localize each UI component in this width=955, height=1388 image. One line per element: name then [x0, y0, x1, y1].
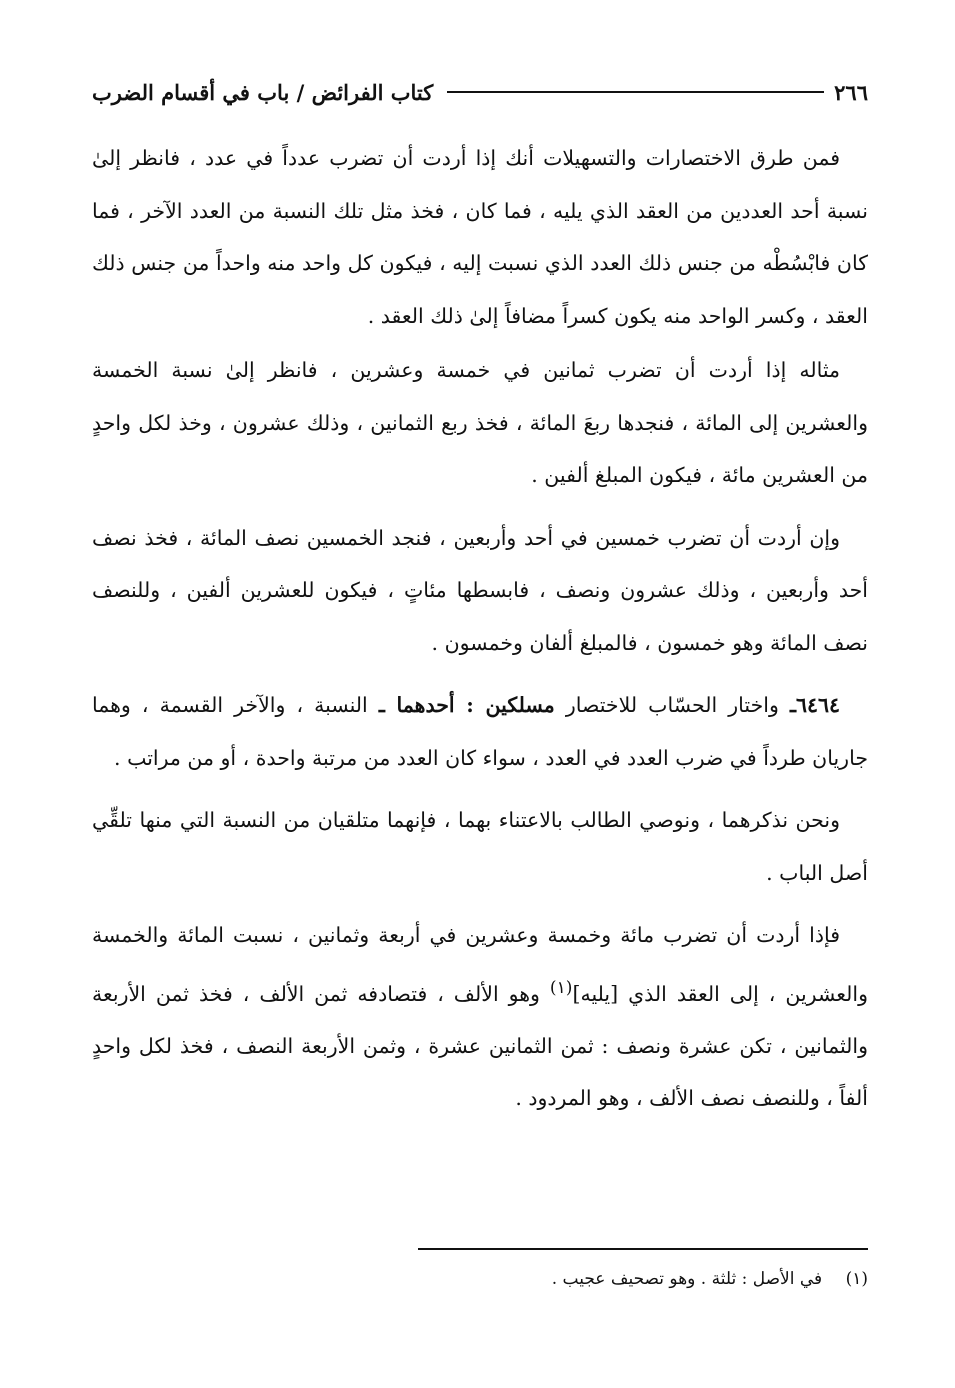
paragraph-6-text-a: فإذا أردت أن تضرب مائة وخمسة وعشرين في أربعة وثمانين ، نسبت المائة والخمسة والعشرين ، إلى العقد الذي [يليه] [92, 923, 868, 1006]
paragraph-4 [92, 679, 868, 784]
paragraph-4-text-b: النسبة ، والآخر القسمة ، وهما جاريان طرداً في ضرب العدد في العدد ، سواء كان العدد من مرتبة واحدة ، أو من مراتب . [92, 693, 868, 770]
paragraph-3-text: وإن أردت أن تضرب خمسين في أحد وأربعين ، فنجد الخمسين نصف المائة ، فخذ نصف أحد وأربعين ، وذلك عشرون ونصف ، فابسطها مئاتٍ ، فيكون للعشرين ألفين ، وللنصف نصف المائة وهو خمسون ، فالمبلغ ألفان وخمسون . [92, 525, 868, 655]
paragraph-6-text-b: وهو الألف ، فتصادفه ثمن الألف ، فخذ ثمن الأربعة والثمانين ، تكن عشرة ونصف : ثمن الثمانين عشرة ، وثمن الأربعة النصف ، فخذ لكل واحدٍ ألفاً ، وللنصف نصف الألف ، وهو المردود . [92, 981, 868, 1111]
main-text [92, 132, 868, 1125]
paragraph-1: فمن طرق الاختصارات والتسهيلات أنك إذا أردت أن تضرب عدداً في عدد ، فانظر إلىٰ نسبة أحد العددين من العقد الذي يليه ، فما كان ، فخذ مثل تلك النسبة من العدد الآخر ، فما كان فابْسُطْه من جنس ذلك العدد الذي نسبت إليه ، فيكون كل واحد منه واحداً من جنس ذلك العقد ، وكسر الواحد منه يكون كسراً مضافاً إلىٰ ذلك العقد . [92, 146, 868, 328]
running-title: كتاب الفرائض / باب في أقسام الضرب [92, 79, 434, 105]
book-page [92, 70, 868, 1289]
paragraph-3 [92, 512, 868, 670]
footnote-divider [418, 1248, 868, 1250]
footnote-number: (١) [845, 1269, 868, 1289]
paragraph-5: ونحن نذكرهما ، ونوصي الطالب بالاعتناء بهما ، فإنهما متلقيان من النسبة التي منها تلقِّي أصل الباب . [92, 808, 868, 885]
section-number: ٦٤٦٤ـ [789, 693, 840, 717]
page-header [92, 70, 868, 114]
paragraph-4-text-a: واختار الحسّاب للاختصار [554, 693, 790, 717]
footnote [92, 1265, 868, 1293]
footnote-text: في الأصل : ثلثة . وهو تصحيف عجيب . [551, 1269, 823, 1289]
footnote-ref: (١) [549, 977, 573, 998]
header-rule [447, 91, 824, 93]
page-number: ٢٦٦ [834, 79, 868, 105]
paragraph-4-bold: مسلكين : أحدهما ـ [378, 693, 555, 717]
paragraph-2: مثاله إذا أردت أن تضرب ثمانين في خمسة وعشرين ، فانظر إلىٰ نسبة الخمسة والعشرين إلى المائة ، فنجدها ربعَ المائة ، فخذ ربع الثمانين ، وذلك عشرون ، وخذ لكل واحدٍ من العشرين مائة ، فيكون المبلغ ألفين . [92, 358, 868, 487]
paragraph-6 [92, 909, 868, 1125]
